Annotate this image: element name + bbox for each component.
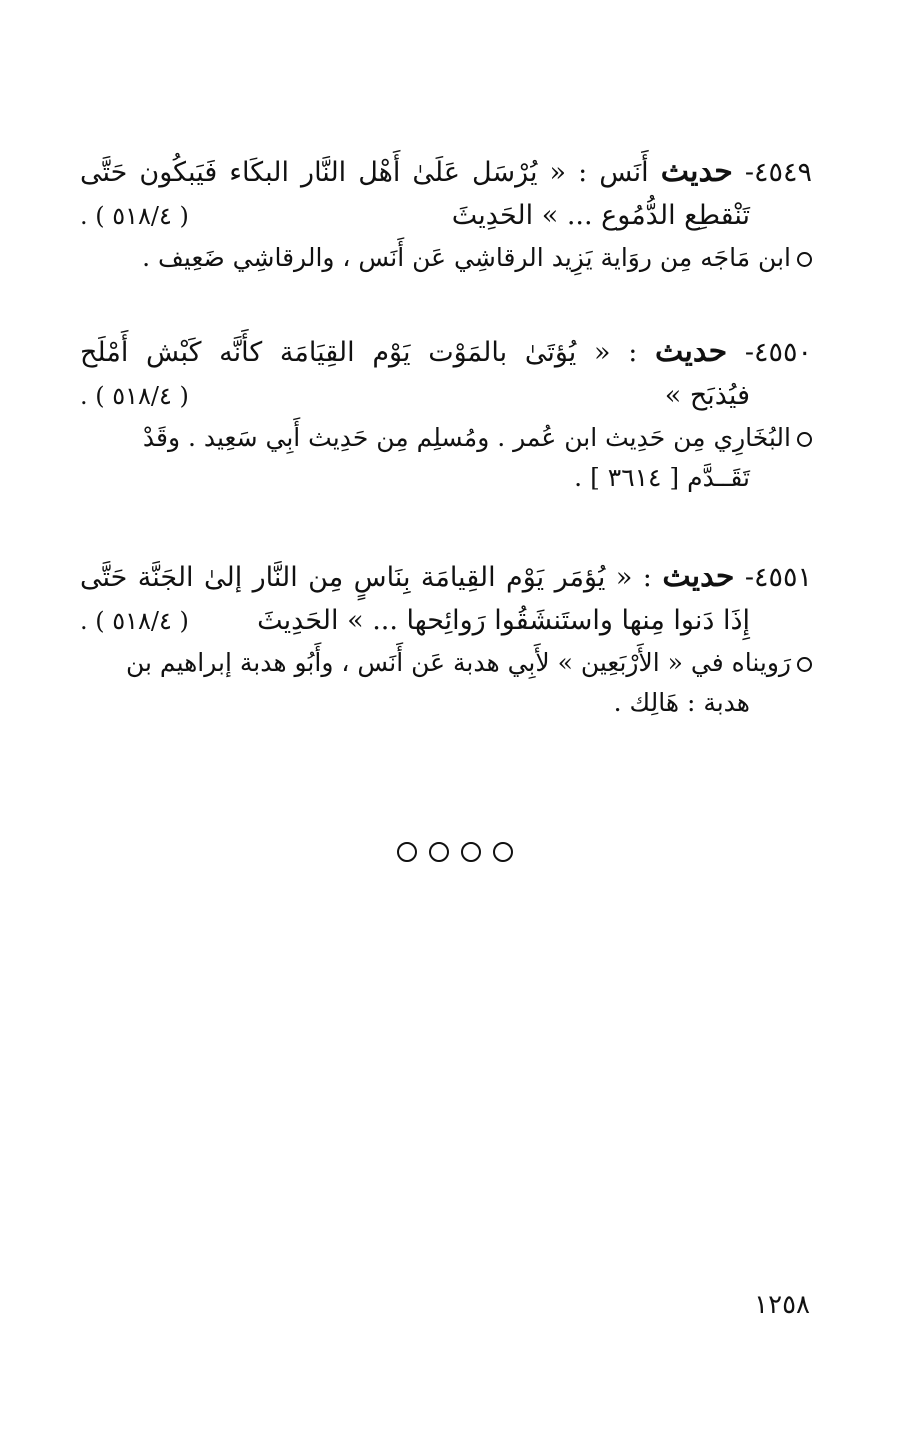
hadith-text: : « يُؤتَىٰ بالمَوْت يَوْم القِيَامَة كأَنَّه كَبْش أَمْلَح: [80, 337, 638, 368]
hadith-dash: -: [744, 562, 754, 593]
hadith-number: ٤٥٤٩: [753, 157, 812, 188]
citation: ( ٥١٨/٤ ) .: [80, 607, 189, 635]
commentary-note: [80, 643, 812, 683]
commentary-note: [80, 418, 812, 458]
hadith-entry-4551: [80, 555, 812, 723]
hadith-text: إِذَا دَنوا مِنها واستَنشَقُوا رَوائِحها ... » الحَدِيثَ: [257, 605, 750, 636]
commentary-text: البُخَارِي مِن حَدِيث ابن عُمر . ومُسلِم مِن حَدِيث أَبِي سَعِيد . وقَدْ: [142, 423, 791, 452]
hadith-text: تَنْقطِع الدُّمُوع ... » الحَدِيثَ: [451, 200, 750, 231]
commentary-text: تَقَــدَّم [ ٣٦١٤ ] .: [574, 463, 750, 492]
circle-bullet-icon: [797, 252, 812, 267]
hadith-text: : « يُؤمَر يَوْم القِيامَة بِنَاسٍ مِن النَّار إلىٰ الجَنَّة حَتَّى: [80, 562, 652, 593]
hadith-line: [80, 599, 812, 643]
citation: ( ٥١٨/٤ ) .: [80, 202, 189, 230]
hadith-dash: -: [744, 157, 754, 188]
hadith-entry-4550: [80, 330, 812, 498]
circle-bullet-icon: [797, 432, 812, 447]
hadith-number: ٤٥٥١: [753, 562, 812, 593]
commentary-note-continued: [80, 458, 812, 498]
hadith-line: [80, 374, 812, 418]
page-number: ١٢٥٨: [754, 1290, 810, 1320]
hadith-line: [80, 194, 812, 238]
hadith-keyword: حديث: [655, 334, 728, 369]
hadith-text: فيُذبَح »: [664, 380, 750, 411]
hadith-line: [80, 330, 812, 374]
citation: ( ٥١٨/٤ ) .: [80, 382, 189, 410]
hadith-line: [80, 150, 812, 194]
circle-bullet-icon: [797, 657, 812, 672]
separator-circle-icon: [461, 842, 481, 862]
commentary-note-continued: [80, 683, 812, 723]
hadith-entry-4549: [80, 150, 812, 278]
separator-circle-icon: [397, 842, 417, 862]
hadith-dash: -: [744, 337, 754, 368]
commentary-text: هدبة : هَالِك .: [613, 688, 750, 717]
hadith-number: ٤٥٥٠: [753, 337, 812, 368]
commentary-note: [80, 238, 812, 278]
separator-circle-icon: [429, 842, 449, 862]
hadith-keyword: حديث: [662, 559, 735, 594]
hadith-line: [80, 555, 812, 599]
section-separator: [0, 842, 909, 866]
separator-circle-icon: [493, 842, 513, 862]
hadith-text: أَنَس : « يُرْسَل عَلَىٰ أَهْل النَّار البكَاء فَيَبكُون حَتَّى: [80, 157, 649, 188]
commentary-text: رَويناه في « الأَرْبَعِين » لأَبِي هدبة عَن أَنَس ، وأَبُو هدبة إبراهيم بن: [126, 648, 791, 677]
hadith-keyword: حديث: [660, 154, 733, 189]
commentary-text: ابن مَاجَه مِن روَاية يَزِيد الرقاشِي عَن أَنَس ، والرقاشِي ضَعِيف .: [142, 243, 791, 272]
